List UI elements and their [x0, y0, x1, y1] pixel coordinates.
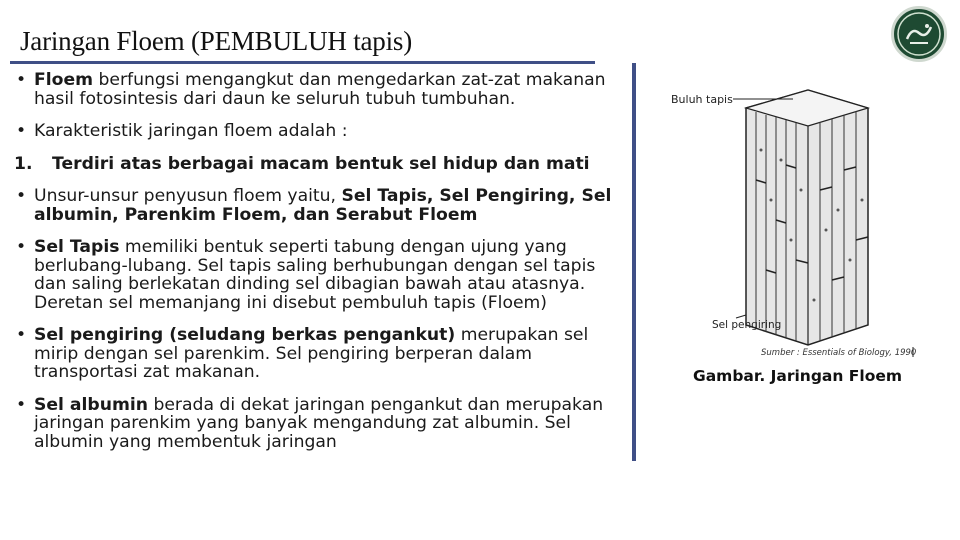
content-list: [14, 71, 614, 465]
phloem-illustration: [668, 70, 930, 370]
list-item-floem: • Floem berfungsi mengangkut dan mengedarkan zat-zat makanan hasil fotosintesis dari daun ke seluruh tubuh tumbuhan.: [16, 70, 606, 109]
bullet-marker: •: [16, 325, 27, 345]
institution-logo-icon: [891, 6, 947, 62]
list-item-sel-albumin: • Sel albumin berada di dekat jaringan pengankut dan merupakan jaringan parenkim yang banyak mengandung zat albumin. Sel albumin yang membentuk jaringan: [16, 394, 604, 452]
figure-caption: Gambar. Jaringan Floem: [693, 367, 903, 385]
bullet-marker: •: [16, 70, 27, 90]
label-buluh-tapis: Buluh tapis: [671, 93, 733, 106]
bullet-marker: •: [16, 394, 27, 415]
title-underline: [10, 61, 595, 64]
bullet-marker: •: [16, 237, 27, 257]
bullet-marker: •: [16, 186, 27, 206]
source-credit: Sumber : Essentials of Biology, 1990: [761, 348, 917, 358]
list-item-sel-tapis: • Sel Tapis memiliki bentuk seperti tabung dengan ujung yang berlubang-lubang. Sel tapis saling berhubungan dengan sel tapis dan saling berlekatan dinding sel dibagian bawah atau atasnya. Deretan sel memanjang ini disebut pembuluh tapis (Floem): [16, 237, 596, 313]
list-item-unsur: • Unsur-unsur penyusun floem yaitu, Sel Tapis, Sel Pengiring, Sel albumin, Parenkim Floem, dan Serabut Floem: [16, 186, 612, 225]
list-item-sel-pengiring: • Sel pengiring (seludang berkas pengankut) merupakan sel mirip dengan sel parenkim. Sel pengiring berperan dalam transportasi zat makanan.: [16, 325, 589, 382]
bullet-marker: •: [16, 121, 27, 141]
column-divider: [632, 63, 636, 461]
page-title: Jaringan Floem (PEMBULUH tapis): [20, 26, 413, 56]
list-item-karakteristik: • Karakteristik jaringan floem adalah :: [16, 121, 348, 141]
number-marker: 1.: [14, 153, 33, 174]
numbered-item-1: 1. Terdiri atas berbagai macam bentuk sel hidup dan mati: [14, 153, 590, 174]
label-sel-pengiring: Sel pengiring: [712, 319, 782, 331]
